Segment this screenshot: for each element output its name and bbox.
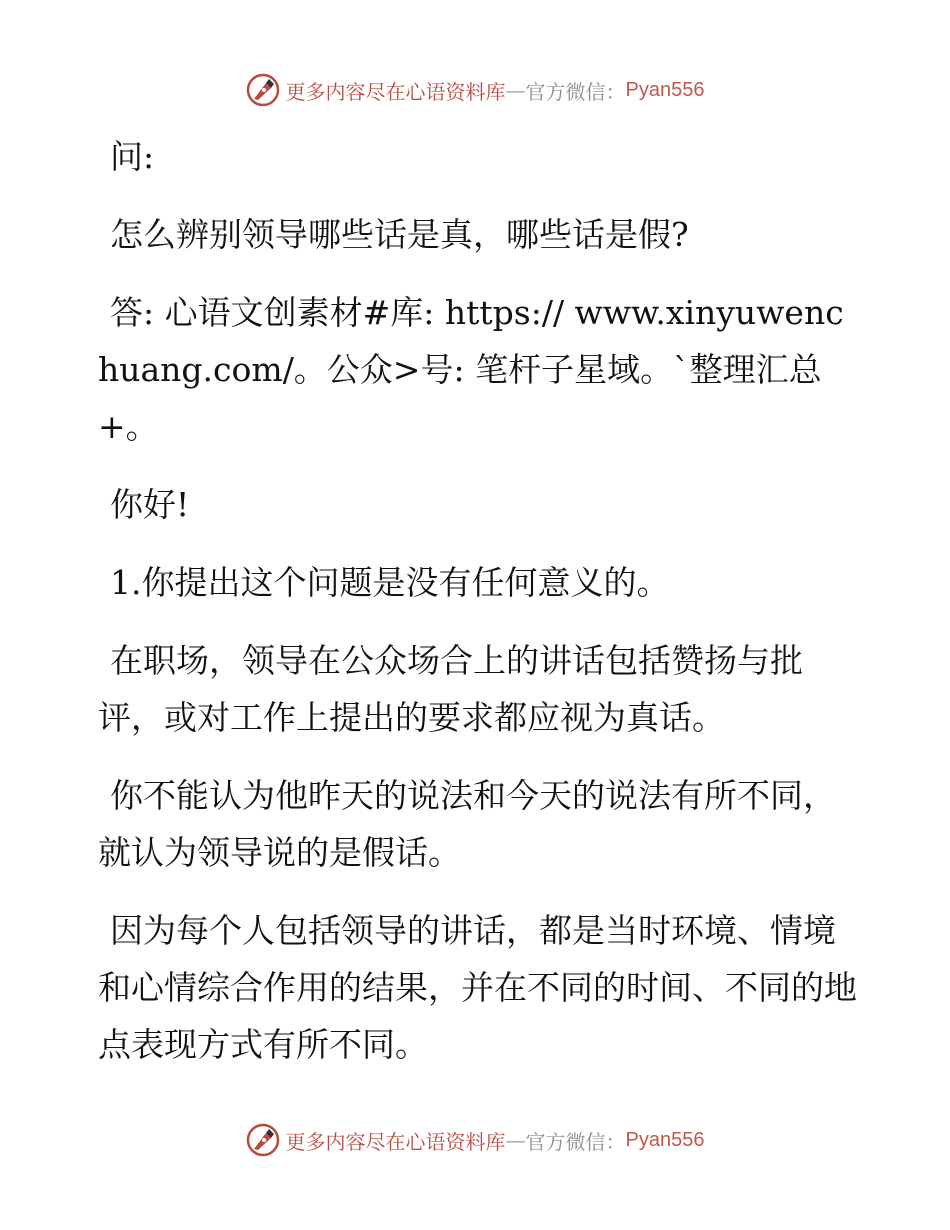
question-label: 问:	[110, 137, 155, 176]
paragraph-yesterday-today: 你不能认为他昨天的说法和今天的说法有所不同，就认为领导说的是假话。	[98, 776, 836, 872]
banner-wechat-id: Pyan556	[625, 78, 705, 101]
banner-wechat-label: 官方微信：	[525, 79, 626, 104]
footer-banner	[0, 1120, 950, 1160]
pen-nib-logo-icon	[246, 73, 280, 107]
pen-nib-logo-icon	[246, 1123, 280, 1157]
banner-separator: —	[505, 1128, 526, 1152]
document-body	[98, 128, 858, 1094]
banner-site-text: 更多内容尽在心语资料库	[285, 1129, 506, 1154]
header-banner	[0, 70, 950, 110]
banner-wechat-label: 官方微信：	[525, 1129, 626, 1154]
paragraph-workplace: 在职场，领导在公众场合上的讲话包括赞扬与批评，或对工作上提出的要求都应视为真话。	[98, 641, 803, 737]
banner-site-text: 更多内容尽在心语资料库	[285, 79, 506, 104]
paragraph-reason: 因为每个人包括领导的讲话，都是当时环境、情境和心情综合作用的结果，并在不同的时间、不同的地点表现方式有所不同。	[98, 911, 857, 1064]
greeting: 你好!	[110, 485, 190, 524]
question-text: 怎么辨别领导哪些话是真，哪些话是假?	[110, 215, 689, 254]
banner-wechat-id: Pyan556	[625, 1128, 705, 1151]
banner-separator: —	[505, 78, 526, 102]
paragraph-point-1: 1.你提出这个问题是没有任何意义的。	[110, 563, 670, 602]
answer-source-line: 答: 心语文创素材#库: https:// www.xinyuwenchuang.com/。公众>号: 笔杆子星域。`整理汇总+。	[98, 293, 844, 446]
